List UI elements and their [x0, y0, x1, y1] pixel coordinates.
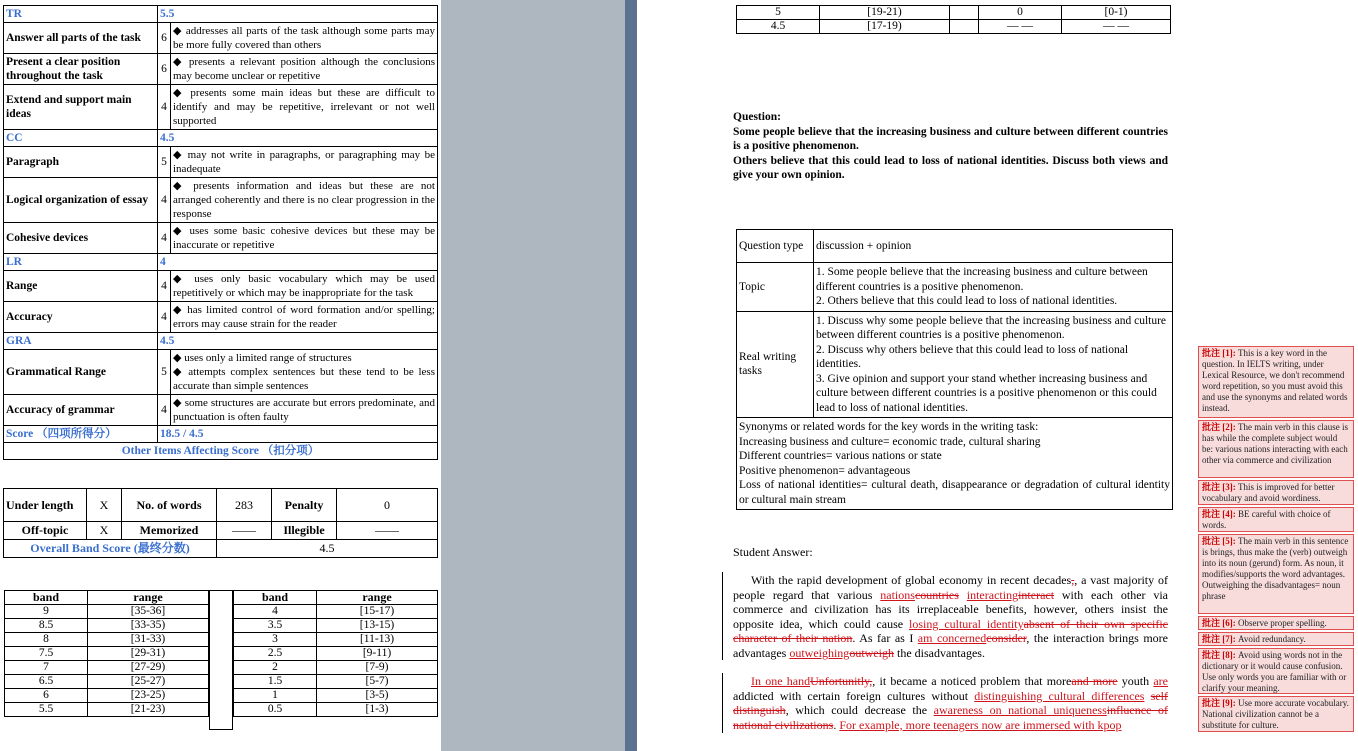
band-header: band — [5, 591, 88, 605]
criterion-row — [4, 302, 438, 333]
section-score: 18.5 / 4.5 — [158, 426, 438, 443]
criterion-row — [4, 147, 438, 178]
criterion-descriptor: ◆ presents information and ideas but these are not arranged coherently and there is no clear progression in the response — [171, 178, 438, 223]
criterion-score: 5 — [158, 147, 171, 178]
comment-balloon[interactable] — [1198, 507, 1354, 532]
section-row — [4, 254, 438, 271]
section-label: GRA — [4, 333, 158, 350]
score-table — [3, 5, 438, 460]
criterion-row — [4, 223, 438, 254]
band-header: band — [234, 591, 317, 605]
other-items-row — [4, 443, 438, 460]
criterion-descriptor: ◆ uses some basic cohesive devices but these may be inaccurate or repetitive — [171, 223, 438, 254]
topic-label: Topic — [737, 263, 814, 312]
band-row — [5, 689, 209, 703]
comment-balloon[interactable] — [1198, 696, 1354, 732]
range-cell: [35-36] — [88, 605, 209, 619]
criterion-descriptor: ◆ uses only basic vocabulary which may be used repetitively or which may be inappropriate for the task — [171, 271, 438, 302]
comment-tag: 批注 [1]: — [1202, 348, 1236, 358]
under-length-label: Under length — [4, 489, 87, 522]
range-cell: [7-9) — [317, 661, 438, 675]
band-cont-body — [737, 6, 1171, 34]
score-table-body — [4, 6, 438, 443]
deletion[interactable]: outweigh — [849, 645, 894, 660]
band-left-body — [5, 605, 209, 717]
comment-balloon[interactable] — [1198, 632, 1354, 646]
comment-text: The main verb in this sentence is brings, thus make the (verb) outweigh into its noun (gerund) form. As noun, it modifies/supports the word advantages. Outweighing the disadvantages= noun phrase — [1202, 536, 1349, 601]
penalty-label: Penalty — [272, 489, 337, 522]
band-row — [5, 703, 209, 717]
deletion[interactable]: absent of their own specific character of their nation — [733, 616, 1168, 646]
essay-text: . — [833, 717, 840, 732]
deletion[interactable]: self distinguish — [733, 688, 1168, 718]
overall-value: 4.5 — [217, 540, 438, 558]
synonyms-row — [737, 418, 1173, 510]
question-block — [733, 110, 1168, 183]
topic-item: 1. Some people believe that the increasing business and culture between different countries is a positive phenomenon. — [816, 266, 1148, 293]
synonym-item: Different countries= various nations or state — [739, 450, 942, 462]
comment-tag: 批注 [5]: — [1202, 536, 1236, 546]
insertion[interactable]: are — [1153, 674, 1168, 688]
criterion-descriptor: ◆ has limited control of word formation and/or spelling; errors may cause strain for the reader — [171, 302, 438, 333]
deletion[interactable]: and more — [1071, 674, 1118, 688]
insertion[interactable]: In one hand — [751, 674, 811, 688]
penalty-row-1 — [4, 489, 438, 522]
band-row — [234, 661, 438, 675]
revision-bar — [722, 673, 723, 733]
criterion-score: 4 — [158, 302, 171, 333]
criterion-descriptor: ◆ some structures are accurate but errors predominate, and punctuation is often faulty — [171, 395, 438, 426]
penalty-table — [3, 488, 438, 558]
band-row — [5, 605, 209, 619]
synonym-item: Increasing business and culture= economic trade, cultural sharing — [739, 435, 1041, 448]
band-row — [5, 647, 209, 661]
comment-text: Avoid redundancy. — [1238, 634, 1306, 644]
criterion-row — [4, 271, 438, 302]
document-page-left — [0, 0, 441, 751]
band-row — [234, 605, 438, 619]
range-cell: [23-25) — [88, 689, 209, 703]
question-line-1: Some people believe that the increasing business and culture between different countries is a positive phenomenon. — [733, 125, 1168, 152]
comment-tag: 批注 [8]: — [1202, 650, 1236, 660]
criterion-score: 4 — [158, 271, 171, 302]
section-score: 5.5 — [158, 6, 438, 23]
band-cell: 2 — [234, 661, 317, 675]
synonym-item: Positive phenomenon= advantageous — [739, 464, 911, 477]
band-row — [234, 689, 438, 703]
band-cell: 0 — [979, 6, 1062, 20]
band-cell: 4 — [234, 605, 317, 619]
illegible-value: —— — [337, 522, 438, 540]
page-gutter — [441, 0, 625, 751]
criterion-label: Paragraph — [4, 147, 158, 178]
band-cell: 3 — [234, 633, 317, 647]
band-row — [737, 6, 1171, 20]
essay-text: youth — [1117, 674, 1154, 688]
section-score: 4 — [158, 254, 438, 271]
section-label: LR — [4, 254, 158, 271]
section-label: Score （四项所得分） — [4, 426, 158, 443]
penalty-value: 0 — [337, 489, 438, 522]
insertion[interactable]: awareness on national uniqueness — [933, 703, 1107, 718]
criterion-score: 6 — [158, 23, 171, 54]
comment-tag: 批注 [4]: — [1202, 509, 1236, 519]
band-table-right — [233, 590, 438, 717]
criterion-descriptor: ◆ may not write in paragraphs, or paragraphing may be inadequate — [171, 147, 438, 178]
question-analysis-table — [736, 229, 1173, 510]
criterion-label: Accuracy — [4, 302, 158, 333]
topic-item: 2. Others believe that this could lead to loss of national identities. — [816, 295, 1118, 307]
other-items-title: Other Items Affecting Score （扣分项） — [4, 443, 438, 460]
overall-row — [4, 540, 438, 558]
range-cell: [31-33) — [88, 633, 209, 647]
range-cell: [0-1) — [1062, 6, 1171, 20]
criterion-row — [4, 23, 438, 54]
range-cell: [25-27) — [88, 675, 209, 689]
section-row — [4, 426, 438, 443]
criterion-descriptor: ◆ presents some main ideas but these are difficult to identify and may be repetitive, irrelevant or not well supported — [171, 85, 438, 130]
insertion[interactable]: For example, more teenagers now are immersed with kpop — [839, 717, 1122, 732]
criterion-score: 5 — [158, 350, 171, 395]
comment-text: Observe proper spelling. — [1238, 618, 1327, 628]
comment-text: Avoid using words not in the dictionary or it would cause confusion. Use only words you are familiar with or clarify your meaning. — [1202, 650, 1347, 693]
band-cell: 2.5 — [234, 647, 317, 661]
range-cell: [3-5) — [317, 689, 438, 703]
range-cell: [17-19) — [820, 20, 950, 34]
memorized-label: Memorized — [122, 522, 217, 540]
criterion-row — [4, 54, 438, 85]
criterion-label: Present a clear position throughout the task — [4, 54, 158, 85]
essay-text — [959, 588, 967, 602]
criterion-label: Answer all parts of the task — [4, 23, 158, 54]
band-cell: 4.5 — [737, 20, 820, 34]
criterion-label: Range — [4, 271, 158, 302]
range-cell: — — — [1062, 20, 1171, 34]
range-header: range — [88, 591, 209, 605]
comment-balloon[interactable] — [1198, 534, 1354, 614]
topic-row — [737, 263, 1173, 312]
question-type-label: Question type — [737, 230, 814, 263]
band-row — [5, 619, 209, 633]
range-cell: [13-15) — [317, 619, 438, 633]
comment-text: The main verb in this clause is has while the complete subject would be: various nations interacting with each other via commerce and civilization — [1202, 422, 1348, 465]
band-row — [234, 675, 438, 689]
section-score: 4.5 — [158, 130, 438, 147]
insertion[interactable]: outweighing — [789, 645, 850, 660]
range-cell: [11-13) — [317, 633, 438, 647]
comment-tag: 批注 [3]: — [1202, 482, 1236, 492]
criterion-row — [4, 85, 438, 130]
task-item: 2. Discuss why others believe that this could lead to loss of national identities. — [816, 343, 1129, 370]
penalty-row-2 — [4, 522, 438, 540]
section-row — [4, 333, 438, 350]
essay-text: , which could decrease the — [785, 703, 934, 718]
essay-paragraph-1: With the rapid development of global economy in recent decades,, a vast majority of people regard that various nationscountries interactinginteract with each other via commerce and civilization has its irreplaceable benefits, however, others insist the opposite idea, which could cause losing cultural identityabsent of their own specific character of their nation. As far as I am concernedconsider, the interaction brings more advantages outweighingoutweigh the disadvantages. — [733, 573, 1169, 660]
band-row — [234, 633, 438, 647]
essay-text: , a vast majority of people regard that various — [733, 573, 1169, 602]
criterion-score: 4 — [158, 395, 171, 426]
words-label: No. of words — [122, 489, 217, 522]
range-cell: [29-31) — [88, 647, 209, 661]
band-cell: 6.5 — [5, 675, 88, 689]
band-row — [5, 661, 209, 675]
essay-text: with each other via commerce and civilization has its irreplaceable benefits, however, others insist the opposite idea, which could cause — [733, 587, 1168, 631]
insertion[interactable]: interacting — [966, 587, 1019, 602]
words-value: 283 — [217, 489, 272, 522]
band-cell: 1.5 — [234, 675, 317, 689]
band-row — [234, 703, 438, 717]
criterion-label: Extend and support main ideas — [4, 85, 158, 130]
deletion[interactable]: influence of national civilizations — [733, 703, 1168, 732]
comment-text: BE careful with choice of words. — [1202, 509, 1331, 530]
criterion-score: 4 — [158, 223, 171, 254]
band-cell: 6 — [5, 689, 88, 703]
criterion-row — [4, 395, 438, 426]
band-row — [737, 20, 1171, 34]
band-cell: 7.5 — [5, 647, 88, 661]
insertion[interactable]: distinguishing cultural differences — [974, 688, 1145, 703]
band-cell: 5 — [737, 6, 820, 20]
question-heading: Question: — [733, 111, 781, 123]
criterion-score: 4 — [158, 85, 171, 130]
band-cell: 3.5 — [234, 619, 317, 633]
range-header: range — [317, 591, 438, 605]
task-item: 3. Give opinion and support your stand whether increasing business and culture between different countries is a positive phenomenon or this could lead to loss of national identities. — [816, 372, 1157, 414]
band-spacer — [950, 6, 979, 20]
range-cell: [27-29) — [88, 661, 209, 675]
section-row — [4, 6, 438, 23]
essay-text: With the rapid development of global economy in recent decades — [751, 573, 1072, 587]
insertion[interactable]: nations — [880, 587, 915, 602]
band-table-spacer — [209, 590, 233, 730]
band-cell: 1 — [234, 689, 317, 703]
band-table-continued — [736, 5, 1171, 34]
band-row — [5, 633, 209, 647]
criterion-label: Cohesive devices — [4, 223, 158, 254]
band-row — [234, 647, 438, 661]
comment-text: Use more accurate vocabulary. National civilization cannot be a substitute for culture. — [1202, 698, 1349, 730]
band-row — [234, 619, 438, 633]
essay-text: , the interaction brings more advantages — [733, 631, 1168, 660]
band-cell: 5.5 — [5, 703, 88, 717]
question-line-2: Others believe that this could lead to loss of national identities. Discuss both views and give your own opinion. — [733, 154, 1168, 181]
range-cell: [33-35) — [88, 619, 209, 633]
criterion-score: 6 — [158, 54, 171, 85]
essay-paragraph-2 — [733, 674, 1168, 734]
comment-balloon[interactable] — [1198, 616, 1354, 630]
comment-balloon[interactable] — [1198, 648, 1354, 694]
range-cell: [15-17) — [317, 605, 438, 619]
insertion[interactable]: losing cultural identity — [909, 616, 1024, 631]
range-cell: [1-3) — [317, 703, 438, 717]
criterion-row — [4, 178, 438, 223]
deletion[interactable]: countries — [914, 587, 959, 602]
criterion-label: Accuracy of grammar — [4, 395, 158, 426]
memorized-value: —— — [217, 522, 272, 540]
offtopic-label: Off-topic — [4, 522, 87, 540]
band-right-body — [234, 605, 438, 717]
comment-tag: 批注 [7]: — [1202, 634, 1236, 644]
band-row — [5, 675, 209, 689]
criterion-label: Logical organization of essay — [4, 178, 158, 223]
offtopic-value: X — [87, 522, 122, 540]
criterion-label: Grammatical Range — [4, 350, 158, 395]
student-answer-label: Student Answer: — [733, 545, 813, 559]
section-label: CC — [4, 130, 158, 147]
essay-text: . As far as I — [852, 631, 918, 646]
section-row — [4, 130, 438, 147]
band-cell: — — — [979, 20, 1062, 34]
range-cell: [19-21) — [820, 6, 950, 20]
band-cell: 8 — [5, 633, 88, 647]
comment-balloon[interactable] — [1198, 346, 1354, 418]
synonym-item: Loss of national identities= cultural death, disappearance or degradation of cultural identity or cultural main stream — [739, 479, 1170, 506]
tasks-row — [737, 311, 1173, 418]
overall-label: Overall Band Score (最终分数) — [4, 540, 217, 558]
criterion-descriptor: ◆ presents a relevant position although the conclusions may become unclear or repetitive — [171, 54, 438, 85]
deletion[interactable]: consider — [986, 631, 1027, 646]
comment-text: This is improved for better vocabulary and avoid wordiness. — [1202, 482, 1335, 503]
comment-tag: 批注 [2]: — [1202, 422, 1236, 432]
question-type-value: discussion + opinion — [814, 230, 1173, 263]
comment-tag: 批注 [9]: — [1202, 698, 1236, 708]
band-cell: 8.5 — [5, 619, 88, 633]
illegible-label: Illegible — [272, 522, 337, 540]
range-cell: [21-23) — [88, 703, 209, 717]
revision-bar — [722, 572, 723, 660]
essay-text: the disadvantages. — [893, 645, 985, 660]
essay-text: , it became a noticed problem that more — [872, 674, 1072, 688]
band-cell: 7 — [5, 661, 88, 675]
band-table-left — [4, 590, 209, 717]
criterion-row — [4, 350, 438, 395]
band-cell: 9 — [5, 605, 88, 619]
criterion-descriptor: ◆ uses only a limited range of structures ◆ attempts complex sentences but these tend to be less accurate than simple sentences — [171, 350, 438, 395]
section-label: TR — [4, 6, 158, 23]
band-cell: 0.5 — [234, 703, 317, 717]
tasks-label: Real writing tasks — [737, 311, 814, 418]
task-item: 1. Discuss why some people believe that the increasing business and culture between different countries is a positive phenomenon. — [816, 314, 1167, 341]
page-divider — [625, 0, 637, 751]
band-spacer — [950, 20, 979, 34]
range-cell: [9-11) — [317, 647, 438, 661]
deletion[interactable]: interact — [1018, 587, 1055, 602]
insertion[interactable]: am concerned — [917, 631, 987, 646]
synonyms-title: Synonyms or related words for the key words in the writing task: — [739, 421, 1039, 433]
question-type-row — [737, 230, 1173, 263]
under-length-value: X — [87, 489, 122, 522]
criterion-descriptor: ◆ addresses all parts of the task although some parts may be more fully covered than others — [171, 23, 438, 54]
criterion-score: 4 — [158, 178, 171, 223]
essay-text: addicted with certain foreign cultures without — [733, 688, 975, 703]
comment-tag: 批注 [6]: — [1202, 618, 1236, 628]
comment-balloon[interactable] — [1198, 480, 1354, 505]
range-cell: [5-7) — [317, 675, 438, 689]
comment-text: This is a key word in the question. In IELTS writing, under Lexical Resource, we don't recommend word repetition, so you must avoid this and use the synonyms and related words instead. — [1202, 348, 1348, 413]
deletion[interactable]: Unfortunitly, — [810, 674, 873, 688]
section-score: 4.5 — [158, 333, 438, 350]
comment-balloon[interactable] — [1198, 420, 1354, 478]
